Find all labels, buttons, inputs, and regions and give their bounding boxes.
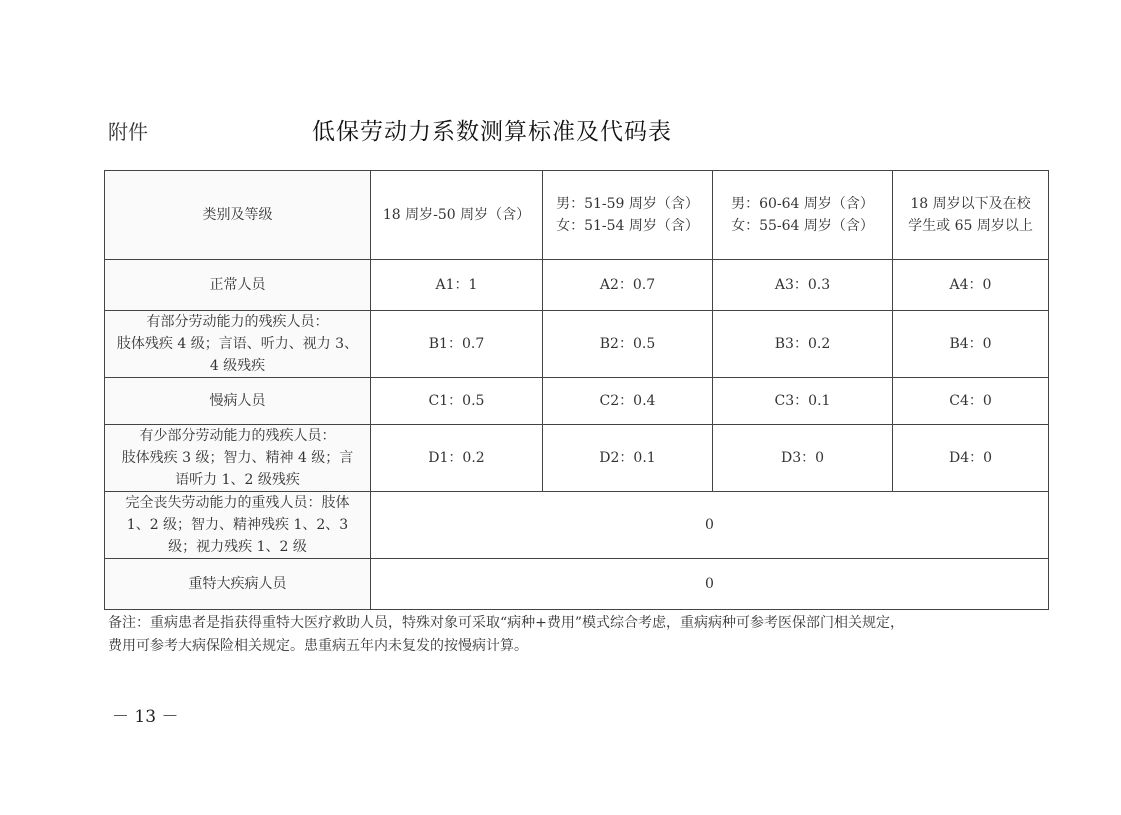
category-partial-line2: 肢体残疾 4 级；言语、听力、视力 3、: [116, 336, 359, 352]
category-chronic: [105, 378, 371, 425]
cell-a3: A3：0.3: [713, 260, 893, 311]
category-serious-line1: 重特大疾病人员: [188, 576, 287, 592]
header-age-under-18-line2: 学生或 65 周岁以上: [908, 218, 1033, 234]
category-partial-disabled: [105, 311, 371, 378]
table-note: [108, 612, 1038, 658]
note-line2: 费用可参考大病保险相关规定。患重病五年内未复发的按慢病计算。: [108, 638, 528, 654]
cell-d3: D3：0: [713, 425, 893, 492]
category-total-line1: 完全丧失劳动能力的重残人员：肢体: [125, 495, 350, 511]
header-age-51: [543, 171, 713, 260]
table-row-little-capacity: [105, 425, 1049, 492]
header-age-51-male: 男：51-59 周岁（含）: [556, 196, 699, 212]
page-number: － 13 －: [112, 707, 179, 727]
category-little-capacity: [105, 425, 371, 492]
cell-c2: C2：0.4: [543, 378, 713, 425]
header-age-under-18: [893, 171, 1049, 260]
cell-c4: C4：0: [893, 378, 1049, 425]
cell-c3: C3：0.1: [713, 378, 893, 425]
category-total-line2: 1、2 级；智力、精神残疾 1、2、3: [126, 517, 349, 533]
document-title: 低保劳动力系数测算标准及代码表: [312, 119, 672, 145]
header-category-label: 类别及等级: [202, 207, 273, 223]
category-partial-line3: 4 级残疾: [209, 358, 266, 374]
attachment-label: 附件: [108, 120, 148, 144]
header-age-18-50-label: 18 周岁-50 周岁（含）: [382, 207, 531, 223]
cell-a4: A4：0: [893, 260, 1049, 311]
category-little-line3: 语听力 1、2 级残疾: [175, 472, 300, 488]
category-partial-line1: 有部分劳动能力的残疾人员：: [146, 314, 329, 330]
header-age-51-female: 女：51-54 周岁（含）: [556, 218, 699, 234]
cell-b4: B4：0: [893, 311, 1049, 378]
cell-c1: C1：0.5: [371, 378, 543, 425]
table-row-chronic: [105, 378, 1049, 425]
cell-d2: D2：0.1: [543, 425, 713, 492]
cell-total-loss-value: 0: [371, 492, 1049, 559]
table-row-normal: [105, 260, 1049, 311]
coefficient-table: [104, 170, 1049, 610]
table-row-partial-disabled: [105, 311, 1049, 378]
header-age-18-50: [371, 171, 543, 260]
category-total-loss: [105, 492, 371, 559]
cell-b2: B2：0.5: [543, 311, 713, 378]
category-little-line2: 肢体残疾 3 级；智力、精神 4 级；言: [121, 450, 354, 466]
category-serious-illness: [105, 559, 371, 610]
header-age-60-female: 女：55-64 周岁（含）: [731, 218, 874, 234]
category-normal-line1: 正常人员: [209, 277, 266, 293]
cell-a1: A1：1: [371, 260, 543, 311]
table-row-serious-illness: [105, 559, 1049, 610]
table-header-row: [105, 171, 1049, 260]
header-age-60-male: 男：60-64 周岁（含）: [731, 196, 874, 212]
category-chronic-line1: 慢病人员: [209, 393, 266, 409]
cell-b1: B1：0.7: [371, 311, 543, 378]
cell-b3: B3：0.2: [713, 311, 893, 378]
header-category: [105, 171, 371, 260]
category-total-line3: 级；视力残疾 1、2 级: [168, 539, 307, 555]
cell-d1: D1：0.2: [371, 425, 543, 492]
category-normal: [105, 260, 371, 311]
note-line1: 备注：重病患者是指获得重特大医疗救助人员，特殊对象可采取“病种+费用”模式综合考虑，重病病种可参考医保部门相关规定，: [108, 615, 905, 631]
category-little-line1: 有少部分劳动能力的残疾人员：: [139, 428, 336, 444]
header-age-60: [713, 171, 893, 260]
header-age-under-18-line1: 18 周岁以下及在校: [910, 196, 1031, 212]
table-row-total-loss: [105, 492, 1049, 559]
cell-serious-illness-value: 0: [371, 559, 1049, 610]
cell-d4: D4：0: [893, 425, 1049, 492]
cell-a2: A2：0.7: [543, 260, 713, 311]
